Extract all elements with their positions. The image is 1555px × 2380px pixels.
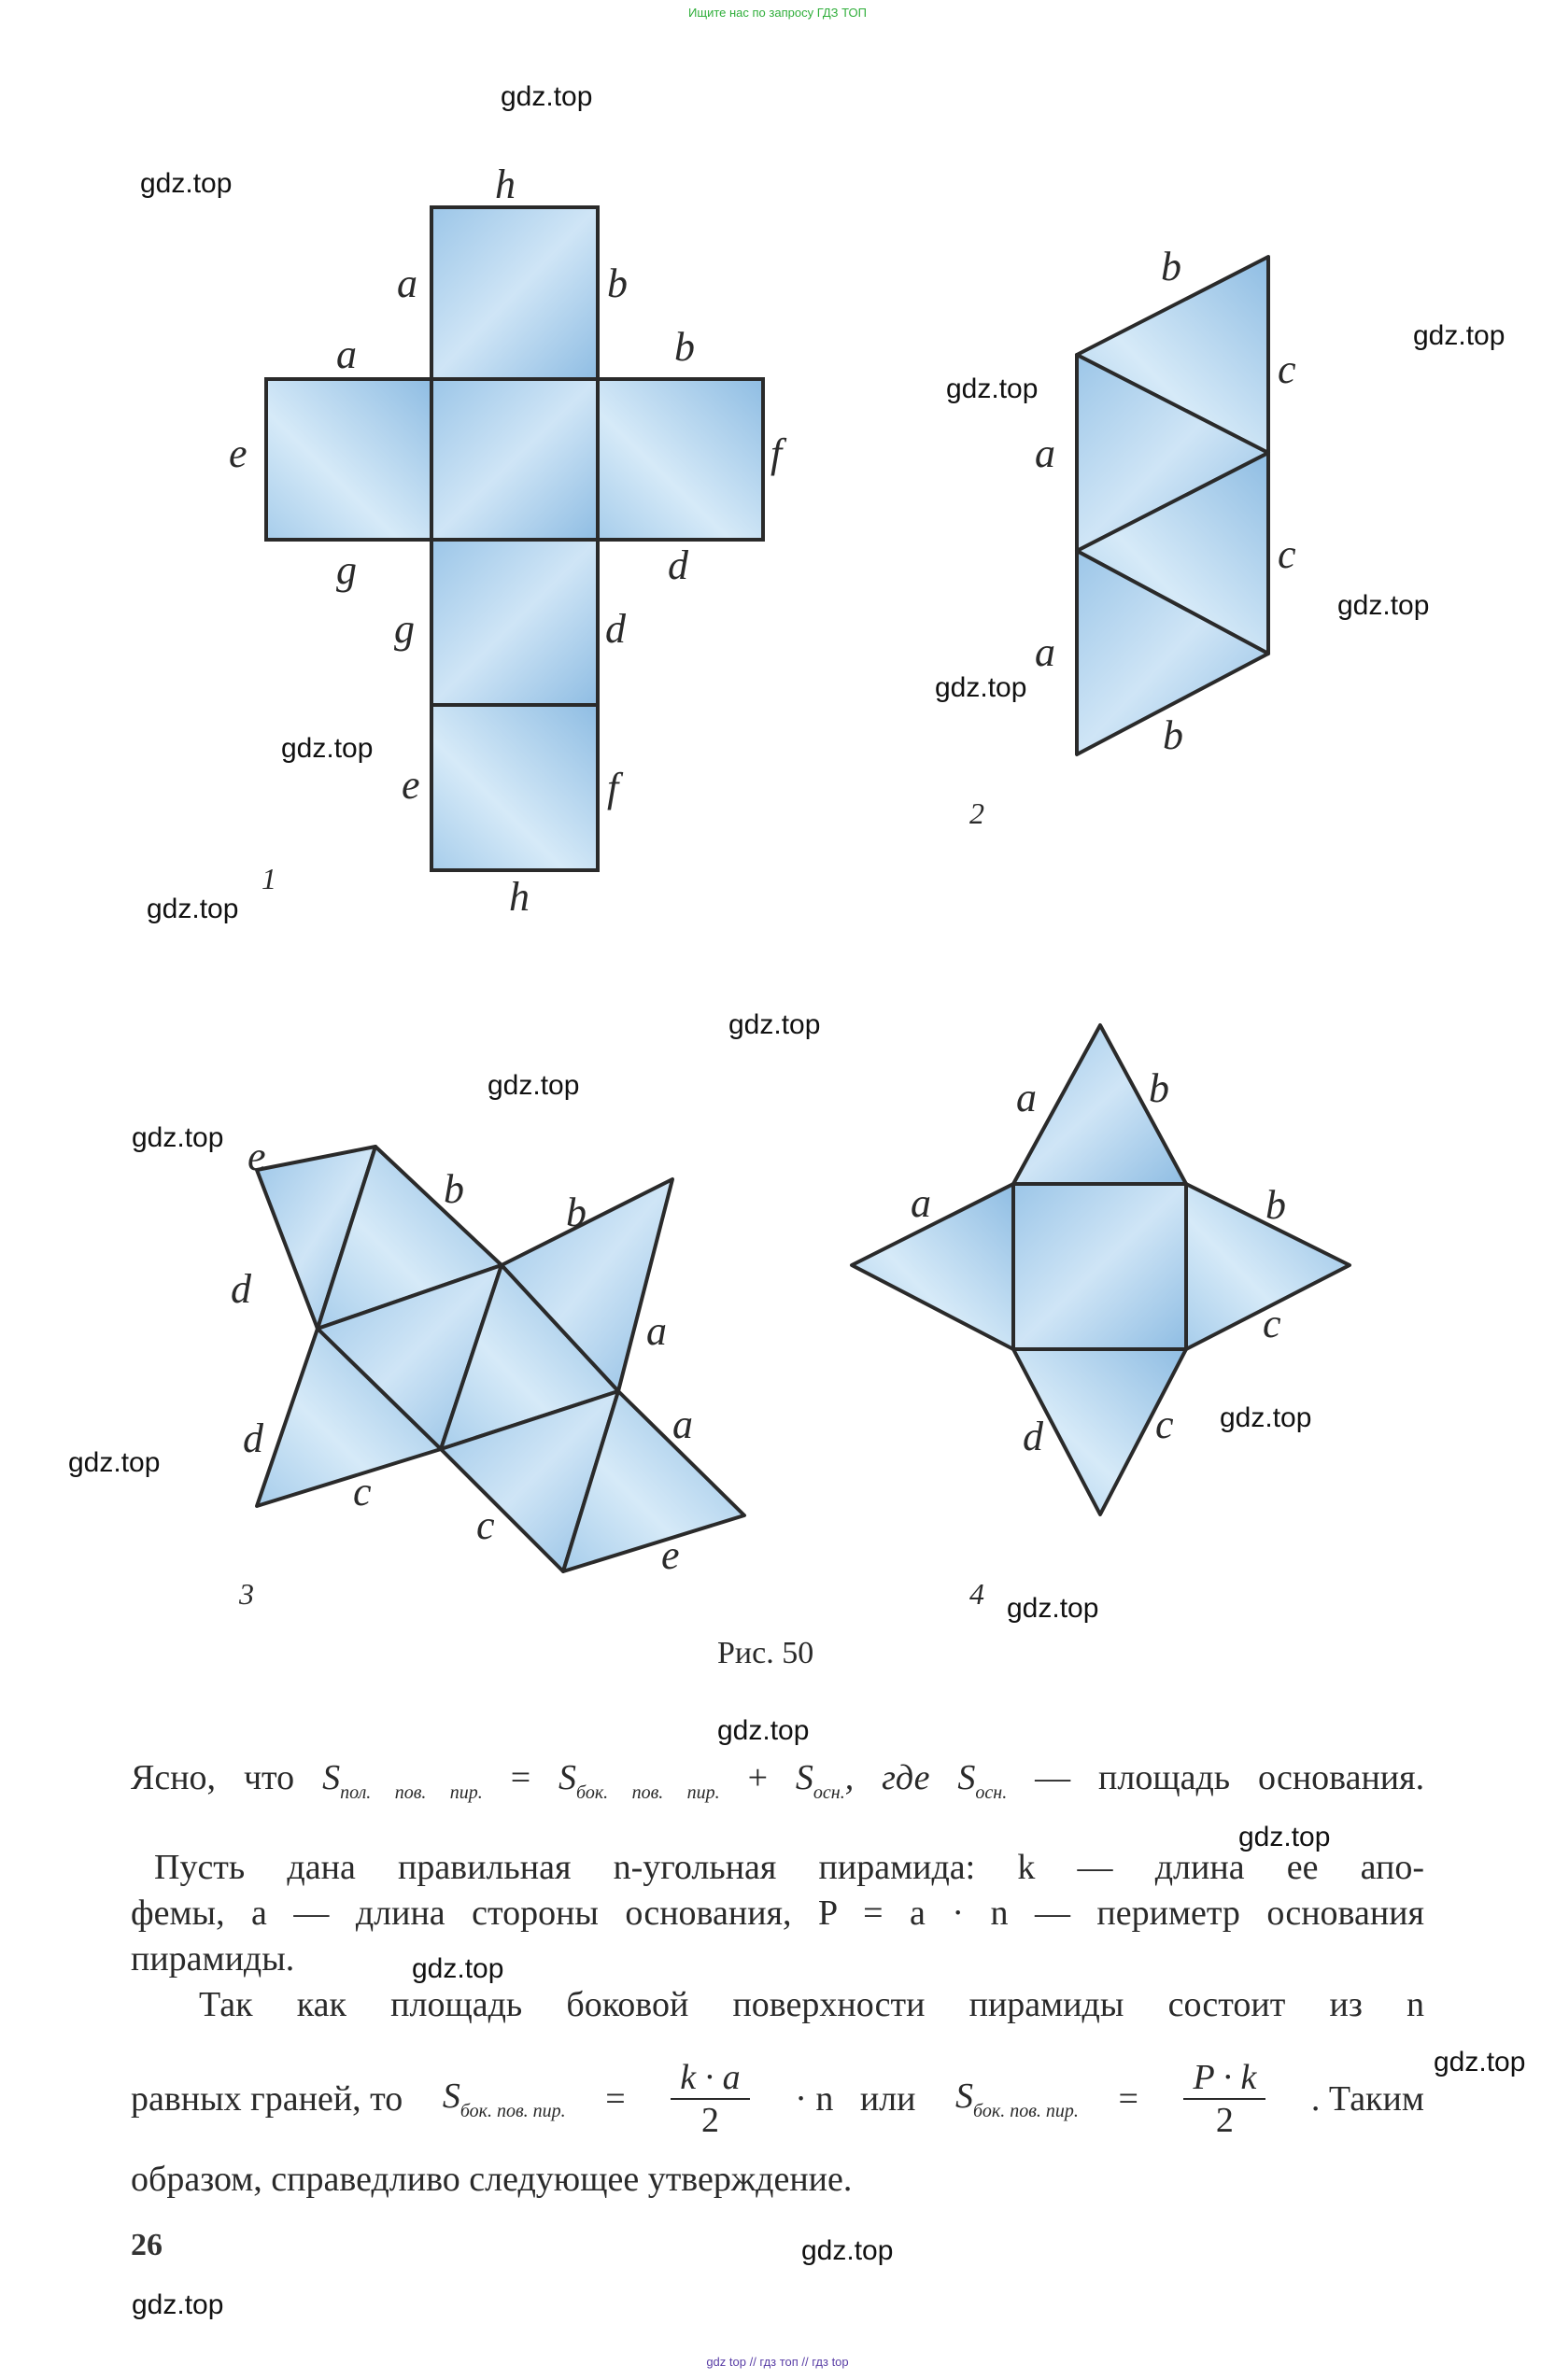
net1-label-f-bottom: f [607, 765, 619, 810]
net3-label-c-left: c [353, 1469, 372, 1514]
numerator: P · k [1183, 2057, 1265, 2100]
net3-label-d-bottom: d [243, 1415, 263, 1461]
text-fragment: — площадь основания. [1035, 1758, 1425, 1797]
net1-label-f-right: f [770, 430, 783, 476]
paragraph-1-line-1: Пусть дана правильная n-угольная пирамида: k — длина ее апо- [154, 1848, 1424, 1887]
figure-caption: Рис. 50 [717, 1636, 814, 1670]
net1-label-a-left: a [336, 331, 357, 377]
top-banner[interactable]: Ищите нас по запросу ГДЗ ТОП [688, 6, 867, 20]
net4-square-base [1013, 1184, 1186, 1349]
formula-lateral-area [131, 2057, 1424, 2141]
symbol-S: S [795, 1758, 813, 1797]
net-4 [852, 1025, 1350, 1514]
net1-label-d-right: d [668, 542, 688, 588]
equals-sign: = [510, 1758, 531, 1797]
net2-label-c-bottom: c [1278, 531, 1296, 577]
paragraph-2-line-1: Так как площадь боковой поверхности пирамиды состоит из n [199, 1985, 1424, 2024]
net2-label-b-top: b [1161, 244, 1181, 289]
net1-face-bottom [431, 705, 598, 870]
net1-face-center [431, 379, 598, 540]
watermark: gdz.top [132, 2289, 224, 2320]
watermark: gdz.top [140, 168, 233, 199]
numerator: k · a [671, 2057, 749, 2100]
watermark: gdz.top [488, 1070, 580, 1101]
watermark: gdz.top [1007, 1593, 1099, 1624]
net1-face-right [598, 379, 763, 540]
net4-triangle-left [852, 1184, 1013, 1349]
net1-label-d-lower: d [605, 606, 626, 652]
net-3 [257, 1147, 744, 1571]
net3-label-c-right: c [476, 1502, 495, 1548]
net1-label-h-bottom: h [509, 874, 530, 920]
subscript: бок. пов. пир. [459, 2101, 566, 2121]
net1-label-b-top: b [607, 261, 628, 306]
net1-label-h-top: h [495, 162, 516, 207]
net2-label-c-top: c [1278, 346, 1296, 392]
watermark: gdz.top [1337, 590, 1430, 621]
watermark: gdz.top [1413, 320, 1506, 351]
net4-label-a-left: a [911, 1180, 931, 1226]
watermark: gdz.top [412, 1953, 504, 1984]
watermark: gdz.top [801, 2235, 894, 2266]
net1-face-left [266, 379, 431, 540]
net4-label-b-top: b [1149, 1065, 1169, 1111]
denominator: 2 [1215, 2101, 1234, 2140]
figure-number-4: 4 [969, 1577, 984, 1611]
paragraph-1-line-2: фемы, a — длина стороны основания, P = a · n — периметр основания [131, 1894, 1424, 1933]
subscript: осн. [975, 1782, 1008, 1803]
watermark: gdz.top [1434, 2047, 1526, 2077]
net3-label-d-top: d [231, 1266, 251, 1312]
net1-label-a-top: a [397, 261, 417, 306]
net3-label-b-left: b [444, 1166, 464, 1212]
text-fragment: равных граней, то [131, 2079, 403, 2119]
watermark: gdz.top [946, 373, 1039, 404]
denominator: 2 [700, 2101, 719, 2140]
symbol-S: S [957, 1758, 976, 1797]
net3-label-b-right: b [566, 1190, 587, 1235]
net1-label-b-right: b [674, 324, 695, 370]
net1-label-g-left: g [336, 547, 357, 593]
watermark: gdz.top [68, 1447, 161, 1478]
net-2 [1077, 257, 1268, 754]
net2-label-a-bottom: a [1035, 629, 1055, 675]
watermark: gdz.top [1220, 1402, 1312, 1433]
net4-label-b-right: b [1265, 1182, 1286, 1228]
net4-label-a-top: a [1016, 1075, 1037, 1120]
bottom-banner[interactable]: gdz top // гдз топ // гдз top [706, 2355, 849, 2369]
symbol-S: S [322, 1758, 341, 1797]
equals-sign: = [605, 2079, 626, 2119]
net4-label-d-bottom: d [1023, 1414, 1043, 1459]
plus-sign: + [747, 1758, 768, 1797]
symbol-S: S [955, 2077, 974, 2116]
formula-total-area [131, 1757, 1424, 1804]
equals-sign: = [1118, 2079, 1138, 2119]
net3-label-a-top: a [646, 1308, 667, 1354]
net-1 [266, 207, 763, 870]
net2-label-b-bottom: b [1163, 712, 1183, 758]
symbol-S: S [442, 2077, 460, 2116]
watermark: gdz.top [132, 1122, 224, 1153]
subscript: бок. пов. пир. [576, 1782, 720, 1803]
paragraph-1-line-3: пирамиды. [131, 1939, 295, 1979]
net1-face-top [431, 207, 598, 379]
watermark: gdz.top [935, 672, 1027, 703]
net4-label-c-right: c [1263, 1301, 1281, 1346]
net1-label-e-bottom: e [402, 762, 420, 808]
figure-number-1: 1 [262, 862, 276, 895]
paragraph-2-line-3: образом, справедливо следующее утверждение. [131, 2160, 853, 2199]
text-fragment: . Таким [1310, 2079, 1424, 2119]
net3-label-e-top: e [247, 1134, 266, 1179]
net1-face-lower [431, 540, 598, 705]
watermark: gdz.top [501, 81, 593, 112]
watermark: gdz.top [147, 894, 239, 924]
net1-label-g-lower: g [394, 606, 415, 652]
figure-number-3: 3 [239, 1577, 254, 1611]
net3-label-e-bottom: e [661, 1532, 680, 1578]
watermark: gdz.top [1238, 1822, 1331, 1852]
page-number: 26 [131, 2228, 163, 2262]
net3-label-a-bottom: a [672, 1401, 693, 1447]
text-fragment: · n или [795, 2079, 916, 2119]
subscript: пол. пов. пир. [340, 1782, 483, 1803]
watermark: gdz.top [717, 1715, 810, 1746]
figure-number-2: 2 [969, 796, 984, 830]
watermark: gdz.top [728, 1009, 821, 1040]
fraction-pk-over-2 [1183, 2057, 1265, 2141]
net4-label-c-bottom: c [1155, 1401, 1174, 1447]
net1-label-e-left: e [229, 430, 247, 476]
fraction-ka-over-2 [671, 2057, 749, 2141]
text-fragment: , где [844, 1758, 930, 1797]
text-fragment: Ясно, что [131, 1758, 295, 1797]
symbol-S: S [558, 1758, 577, 1797]
subscript: бок. пов. пир. [973, 2101, 1079, 2121]
subscript: осн. [813, 1782, 845, 1803]
watermark: gdz.top [281, 733, 374, 764]
net2-label-a-top: a [1035, 430, 1055, 476]
